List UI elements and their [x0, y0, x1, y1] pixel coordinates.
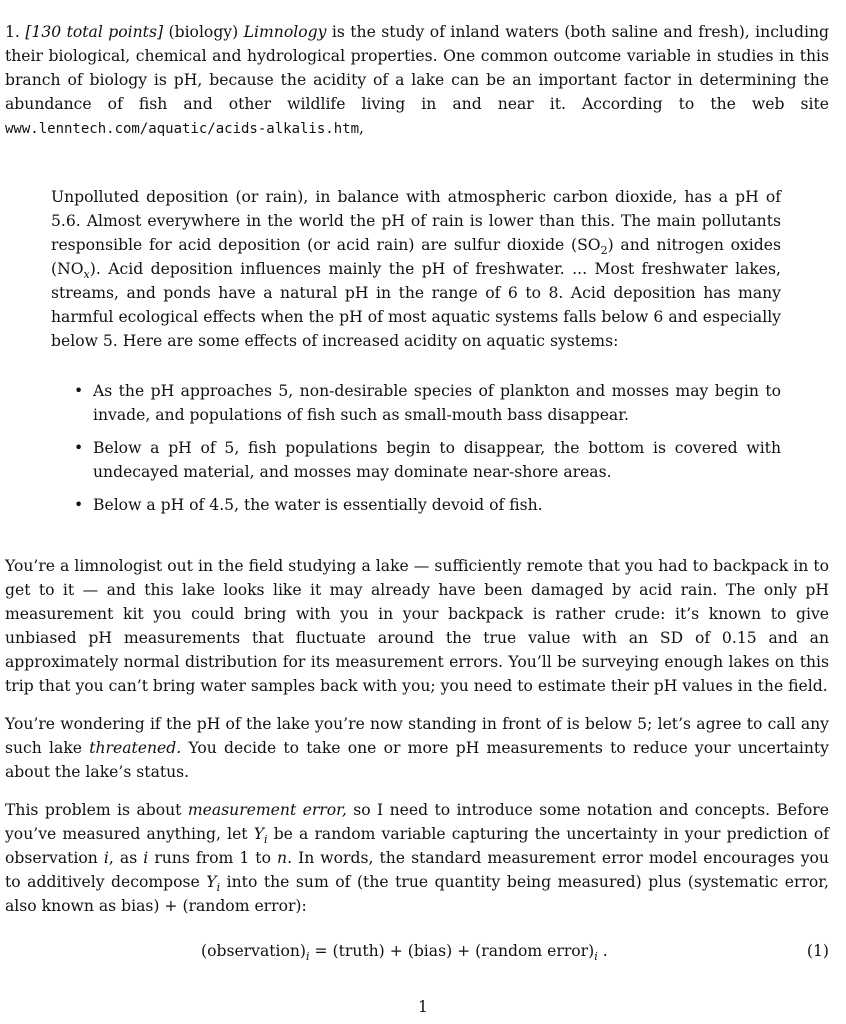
- intro-text: is the study of inland waters (both saline and fresh), including their biological, chemical and hydrological properties. One common outcome variable in studies in this branch of biology is pH, because the acidity of a lake can be an important factor in determining the abundance of fish and other wildlife living in and near it. According to the web site: [5, 23, 829, 113]
- page-number: 1: [418, 998, 428, 1016]
- variable-y: Y: [253, 825, 265, 843]
- bullet-icon: •: [74, 382, 84, 400]
- effects-list: [51, 379, 781, 517]
- threatened-text-b: You decide to take one or more pH measurements to reduce your uncertainty about the lake’s status.: [5, 739, 829, 781]
- measure-text-c: be a random variable capturing the uncertainty in your prediction of observation: [5, 825, 829, 867]
- measure-text-e: runs from 1 to: [154, 849, 271, 867]
- nox-subscript: x: [83, 268, 90, 282]
- equation-1: [5, 938, 829, 964]
- threatened-paragraph: [5, 712, 829, 784]
- variable-y-subscript: i: [216, 881, 221, 895]
- document-page: [5, 20, 829, 964]
- measure-text-g: into the sum of (the true quantity being measured) plus (systematic error, also known as bias) + (random error):: [5, 873, 829, 915]
- variable-y-subscript: i: [264, 833, 268, 847]
- equation-lhs: (observation): [201, 942, 307, 960]
- equation-number: (1): [806, 942, 829, 960]
- measure-text-a: This problem is about: [5, 801, 182, 819]
- block-quote: [51, 185, 781, 517]
- problem-intro: [5, 20, 829, 141]
- bullet-icon: •: [74, 439, 84, 457]
- list-item: [74, 493, 781, 517]
- list-item-text: As the pH approaches 5, non-desirable species of plankton and mosses may begin to invade, and populations of fish such as small-mouth bass disappear.: [93, 382, 781, 424]
- equation-lhs-subscript: i: [306, 950, 310, 964]
- measure-text-f: . In words, the standard measurement error model encourages you to additively decompose: [5, 849, 829, 891]
- problem-points: [130 total points]: [25, 23, 164, 41]
- quote-text-a: Unpolluted deposition (or rain), in balance with atmospheric carbon dioxide, has a pH of 5.6. Almost everywhere in the world the pH of rain is lower than this. The main pollutants responsible for acid deposition (or acid rain) are sulfur dioxide (SO: [51, 188, 781, 254]
- measure-text-d: , as: [108, 849, 138, 867]
- measure-text-b: so I need to introduce some notation and concepts. Before you’ve measured anything, let: [5, 801, 829, 843]
- intro-text-end: ,: [359, 119, 364, 137]
- threatened-text-a: You’re wondering if the pH of the lake you’re now standing in front of is below 5; let’s agree to call any such lake: [5, 715, 829, 757]
- field-paragraph: You’re a limnologist out in the field studying a lake — sufficiently remote that you had to backpack in to get to it — and this lake looks like it may already have been damaged by acid rain. The only pH measurement kit you could bring with you in your backpack is rather crude: it’s known to give unbiased pH measurements that fluctuate around the true value with an SD of 0.15 and an approximately normal distribution for its measurement errors. You’ll be surveying enough lakes on this trip that you can’t bring water samples back with you; you need to estimate their pH values in the field.: [5, 557, 829, 695]
- variable-y: Y: [206, 873, 217, 891]
- variable-n: n: [277, 849, 288, 867]
- list-item: [74, 436, 781, 484]
- measurement-paragraph: [5, 798, 829, 918]
- threatened-term: threatened.: [89, 739, 182, 757]
- quote-text-b: ) and nitrogen oxides (NO: [51, 236, 781, 278]
- measurement-error-term: measurement error,: [187, 801, 347, 819]
- quote-text-c: ). Acid deposition influences mainly the pH of freshwater. ... Most freshwater lakes, streams, and ponds have a natural pH in the range of 6 to 8. Acid deposition has many harmful ecological effects when the pH of most aquatic systems falls below 6 and especially below 5. Here are some effects of increased acidity on aquatic systems:: [51, 260, 781, 350]
- bullet-icon: •: [74, 496, 84, 514]
- equation-rhs-subscript: i: [594, 950, 598, 964]
- variable-i: i: [143, 849, 149, 867]
- problem-subject: (biology): [168, 23, 239, 41]
- equation-body: [201, 938, 608, 964]
- quote-paragraph: [51, 185, 781, 353]
- variable-i: i: [103, 849, 109, 867]
- so2-subscript: 2: [600, 244, 608, 258]
- list-item-text: Below a pH of 4.5, the water is essentially devoid of fish.: [93, 496, 543, 514]
- list-item: [74, 379, 781, 427]
- source-url: www.lenntech.com/aquatic/acids-alkalis.htm: [5, 121, 360, 137]
- limnology-term: Limnology: [243, 23, 327, 41]
- problem-number: 1.: [5, 23, 20, 41]
- equation-rhs: = (truth) + (bias) + (random error): [309, 942, 595, 960]
- equation-end: .: [597, 942, 608, 960]
- list-item-text: Below a pH of 5, fish populations begin to disappear, the bottom is covered with undecayed material, and mosses may dominate near-shore areas.: [93, 439, 781, 481]
